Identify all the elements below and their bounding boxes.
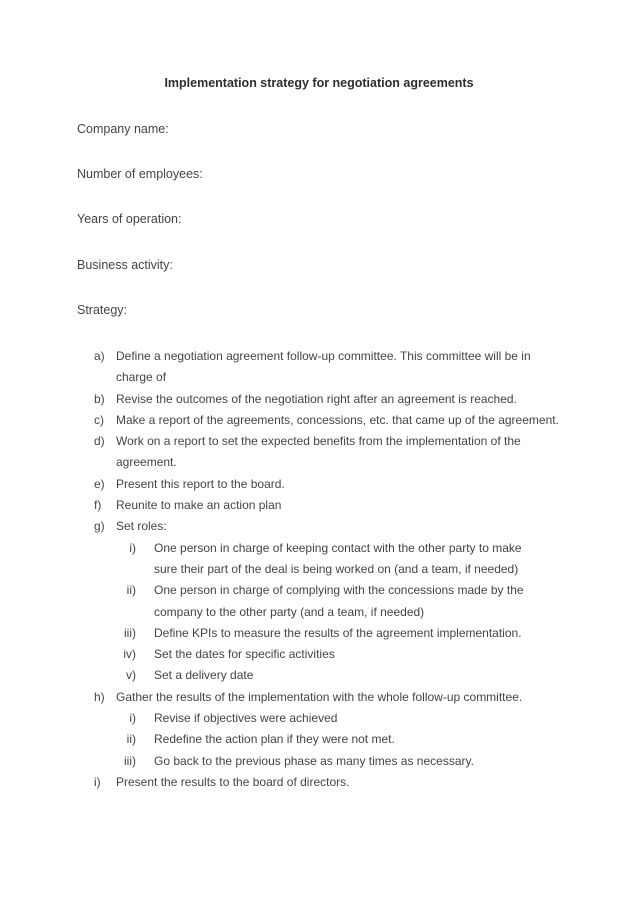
sub-list-marker: i)	[129, 711, 136, 726]
list-item-text: Present the results to the board of directors.	[116, 774, 350, 789]
list-item-f	[0, 495, 638, 516]
list-marker: c)	[94, 412, 104, 427]
sub-list-item-text: One person in charge of complying with the concessions made by the company to the other party (and a team, if needed)	[154, 583, 524, 619]
sub-list-marker: v)	[126, 668, 136, 683]
sub-list-item	[0, 729, 638, 750]
company-name-label: Company name:	[77, 122, 169, 136]
sub-list-item-text: One person in charge of keeping contact with the other party to make sure their part of the deal is being worked on (and a team, if needed)	[154, 540, 522, 576]
sub-list-marker: ii)	[126, 732, 136, 747]
list-item-a	[0, 346, 638, 389]
strategy-label: Strategy:	[77, 303, 128, 317]
list-item-text: Reunite to make an action plan	[116, 498, 282, 513]
sub-list-marker: ii)	[126, 583, 136, 598]
list-marker: b)	[94, 391, 105, 406]
list-item-c	[0, 410, 638, 431]
sub-list-marker: iv)	[123, 647, 136, 662]
list-item-b	[0, 389, 638, 410]
list-item-text: Work on a report to set the expected benefits from the implementation of the agreement.	[116, 434, 521, 470]
list-marker: h)	[94, 689, 105, 704]
sub-list-item-text: Set a delivery date	[154, 668, 254, 683]
list-item-text: Gather the results of the implementation with the whole follow-up committee.	[116, 689, 523, 704]
sub-list-item-text: Redefine the action plan if they were not met.	[154, 732, 395, 747]
sub-list-item	[0, 708, 638, 729]
list-item-d	[0, 431, 638, 474]
list-item-h	[0, 687, 638, 708]
sub-list-marker: i)	[129, 540, 136, 555]
list-item-text: Set roles:	[116, 519, 167, 534]
strategy-list	[0, 346, 638, 793]
list-marker: i)	[94, 774, 101, 789]
list-item-text: Make a report of the agreements, concessions, etc. that came up of the agreement.	[116, 412, 559, 427]
list-item-g	[0, 516, 638, 537]
sub-list-item-text: Go back to the previous phase as many times as necessary.	[154, 753, 474, 768]
sub-list-marker: iii)	[124, 625, 136, 640]
years-label: Years of operation:	[77, 212, 182, 226]
sub-list-item	[0, 665, 638, 686]
sub-list-item	[0, 623, 638, 644]
sub-list-item-text: Revise if objectives were achieved	[154, 711, 338, 726]
list-marker: d)	[94, 434, 105, 449]
list-item-text: Present this report to the board.	[116, 476, 285, 491]
list-marker: e)	[94, 476, 105, 491]
list-item-text: Revise the outcomes of the negotiation right after an agreement is reached.	[116, 391, 517, 406]
activity-label: Business activity:	[77, 258, 173, 272]
list-item-i	[0, 772, 638, 793]
sub-list-item	[0, 538, 638, 581]
list-marker: a)	[94, 349, 105, 363]
sub-list-item	[0, 751, 638, 772]
sub-list-marker: iii)	[124, 753, 136, 768]
employees-label: Number of employees:	[77, 167, 203, 181]
sub-list-item-text: Define KPIs to measure the results of the agreement implementation.	[154, 625, 522, 640]
list-item-text: Define a negotiation agreement follow-up committee. This committee will be in charge of	[116, 349, 531, 385]
list-marker: f)	[94, 498, 102, 513]
list-marker: g)	[94, 519, 105, 534]
document-title: Implementation strategy for negotiation agreements	[164, 76, 474, 90]
sub-list-item	[0, 580, 638, 623]
list-item-e	[0, 474, 638, 495]
sub-list-item	[0, 644, 638, 665]
sub-list-item-text: Set the dates for specific activities	[154, 647, 335, 662]
